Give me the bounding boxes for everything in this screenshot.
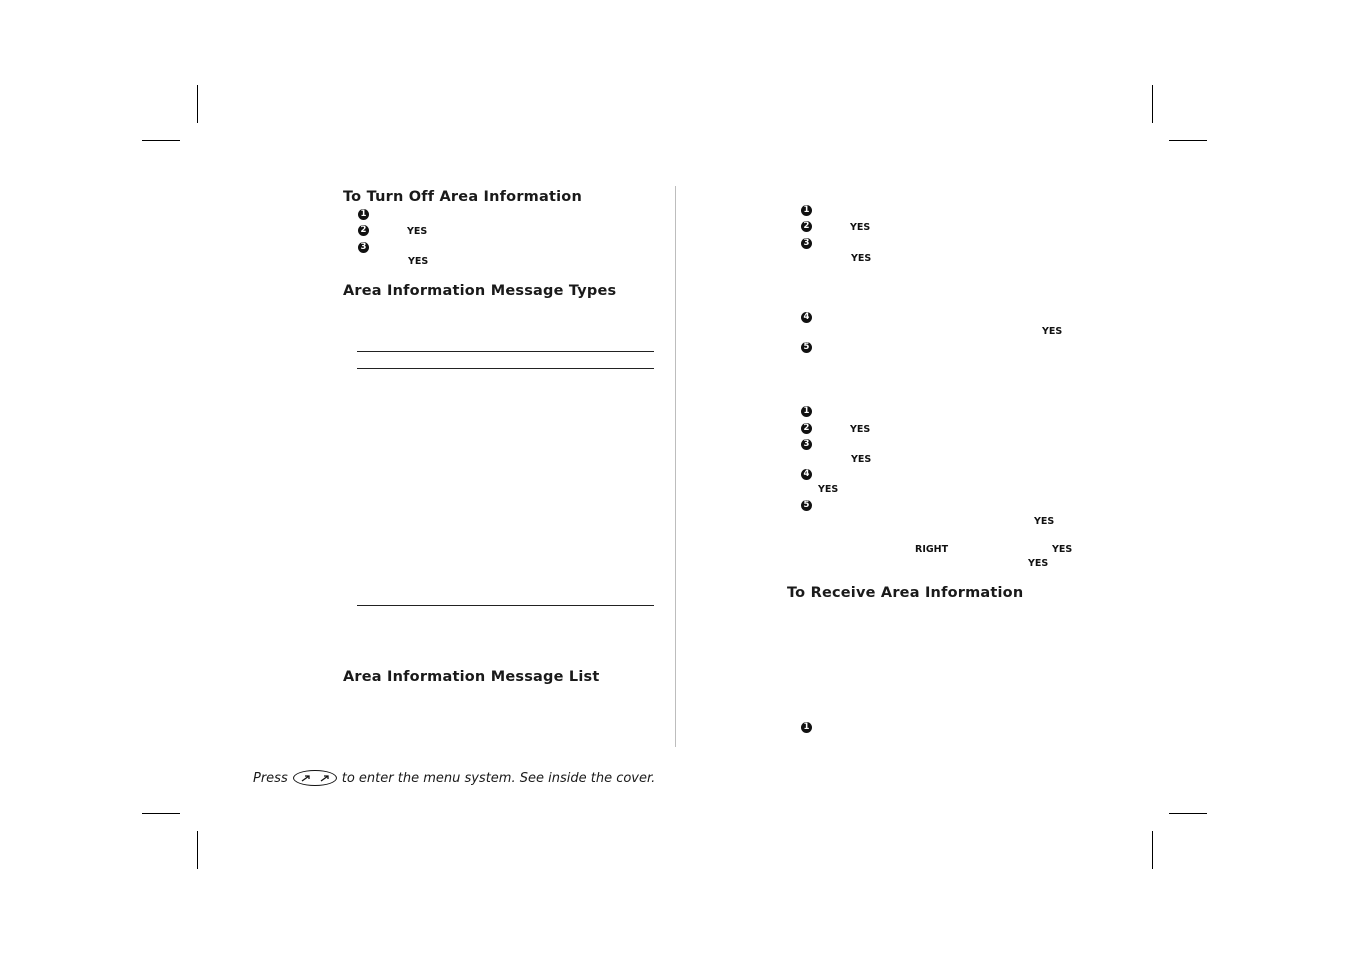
step-3-icon: 3: [801, 439, 812, 450]
step-1-icon: 1: [801, 722, 812, 733]
table-rule: [357, 351, 654, 352]
step-3-icon: 3: [801, 238, 812, 249]
yes-key-label: YES: [850, 222, 871, 233]
crop-mark: [142, 140, 180, 141]
crop-mark: [197, 831, 198, 869]
table-rule: [357, 605, 654, 606]
yes-key-label: YES: [1034, 516, 1055, 527]
step-2-icon: 2: [801, 221, 812, 232]
yes-key-label: YES: [851, 454, 872, 465]
yes-key-label: YES: [851, 253, 872, 264]
yes-key-label: YES: [1052, 544, 1073, 555]
heading-message-list: Area Information Message List: [343, 669, 600, 685]
footer-text-after: to enter the menu system. See inside the cover.: [341, 770, 656, 786]
heading-message-types: Area Information Message Types: [343, 283, 617, 299]
page-footer: [253, 770, 655, 786]
heading-turn-off: To Turn Off Area Information: [343, 189, 582, 205]
crop-mark: [1152, 831, 1153, 869]
step-5-icon: 5: [801, 342, 812, 353]
heading-receive: To Receive Area Information: [787, 585, 1024, 601]
step-1-icon: 1: [358, 209, 369, 220]
yes-key-label: YES: [407, 226, 428, 237]
column-divider: [675, 186, 676, 747]
crop-mark: [142, 813, 180, 814]
yes-key-label: YES: [818, 484, 839, 495]
yes-key-label: YES: [1042, 326, 1063, 337]
step-3-icon: 3: [358, 242, 369, 253]
step-5-icon: 5: [801, 500, 812, 511]
step-1-icon: 1: [801, 205, 812, 216]
yes-key-label: YES: [408, 256, 429, 267]
yes-key-label: YES: [850, 424, 871, 435]
footer-text-before: Press: [253, 770, 288, 786]
yes-key-label: YES: [1028, 558, 1049, 569]
table-rule: [357, 368, 654, 369]
step-4-icon: 4: [801, 469, 812, 480]
menu-key-icon: [293, 770, 337, 786]
crop-mark: [1169, 813, 1207, 814]
step-4-icon: 4: [801, 312, 812, 323]
crop-mark: [197, 85, 198, 123]
step-2-icon: 2: [801, 423, 812, 434]
crop-mark: [1152, 85, 1153, 123]
step-2-icon: 2: [358, 225, 369, 236]
crop-mark: [1169, 140, 1207, 141]
step-1-icon: 1: [801, 406, 812, 417]
right-key-label: RIGHT: [915, 544, 949, 555]
